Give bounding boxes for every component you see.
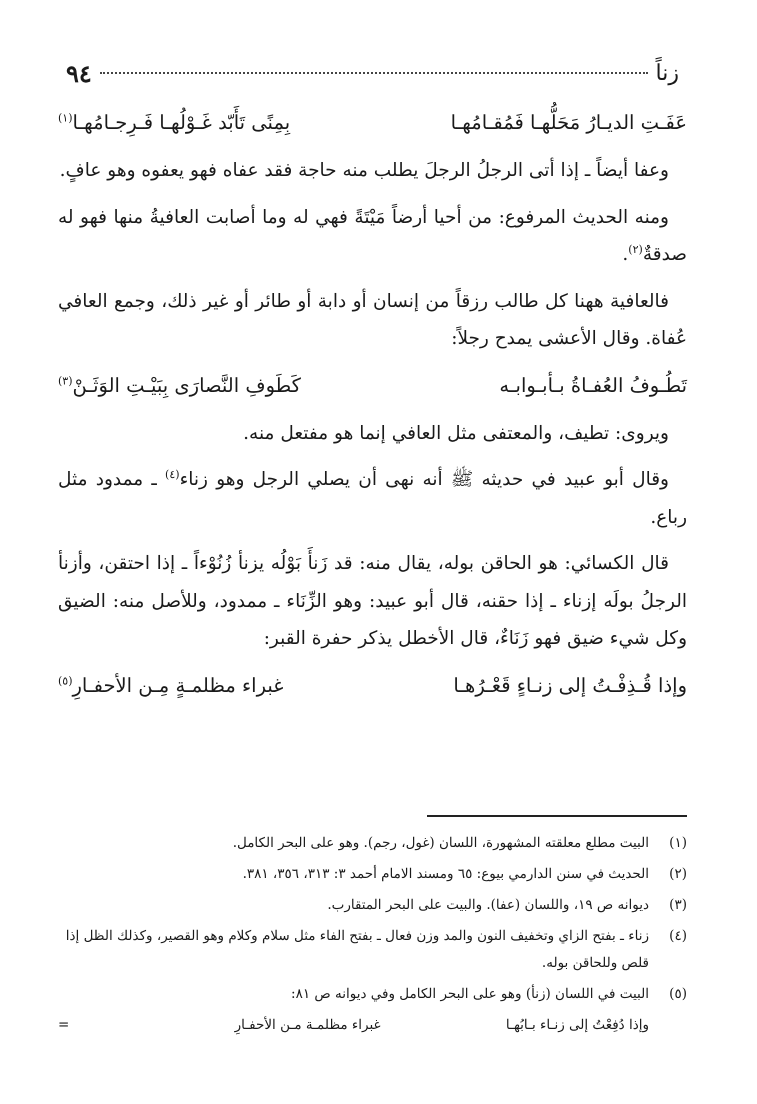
- poem-verse: [58, 104, 687, 142]
- footnotes: [58, 830, 687, 1039]
- footnote: [58, 923, 687, 977]
- footnote-marker: (٣): [58, 374, 73, 387]
- page: [58, 0, 687, 1104]
- main-text: [58, 100, 687, 715]
- verse-hemistich-first: تَطُـوفُ العُفـاةُ بـأبـوابـه: [499, 373, 687, 397]
- footnote: [58, 830, 687, 857]
- verse-hemistich-second: غبراء مظلمـةٍ مِـن الأحفـارِ$^{(٥)}$: [58, 673, 284, 697]
- paragraph: فالعافية ههنا كل طالب رزقاً من إنسان أو دابة أو طائر أو غير ذلك، وجمع العافي عُفاة. وقال الأعشى يمدح رجلاً:: [58, 290, 687, 349]
- footnote-verse: [58, 1012, 687, 1039]
- footnote-text: البيت مطلع معلقته المشهورة، اللسان (غول، رجم). وهو على البحر الكامل.: [232, 835, 649, 851]
- footnote-number: (٣): [669, 897, 687, 913]
- footnote-separator: [427, 815, 687, 817]
- verse-hemistich-first: وإذا دُفِعْتُ إلى زنـاء بـابُهـا: [505, 1017, 649, 1033]
- footnote-number: (٤): [669, 928, 687, 944]
- footnote-text: زناء ـ بفتح الزاي وتخفيف النون والمد وزن فعال ـ بفتح الفاء مثل سلام وكلام وهو القصير، وكذلك الظل إذا قلص وللحاقن بوله.: [65, 928, 649, 971]
- paragraph: وقال أبو عبيد في حديثه ﷺ أنه نهى أن يصلي الرجل وهو زناء$^{(٤)}$ ـ ممدود مثل رباع.: [58, 467, 687, 528]
- paragraph: قال الكسائي: هو الحاقن بوله، يقال منه: قد زَنأَ بَوْلُه يزنأ زُنُوْءاً ـ إذا احتقن، وأزنأ الرجلُ بولَه إزناء ـ إذا حقنه، قال أبو عبيد: وهو الزِّنَاء ـ ممدود، وللأصل منه: الضيق وكل شيء ضيق فهو زَنَاءٌ، قال الأخطل يذكر حفرة القبر:: [58, 553, 687, 649]
- verse-hemistich-first: وإذا قُـذِفْـتُ إلى زنـاءٍ قَعْـرُهـا: [453, 673, 687, 697]
- paragraph: ويروى: تطيف، والمعتفى مثل العافي إنما هو مفتعل منه.: [243, 422, 669, 444]
- running-title: زناً: [655, 60, 679, 86]
- running-header: [58, 58, 687, 88]
- footnote-marker: (٥): [58, 674, 73, 687]
- footnote: [58, 892, 687, 919]
- footnote: [58, 981, 687, 1008]
- footnote-marker: (٤): [165, 467, 180, 481]
- footnote-number: (٥): [669, 986, 687, 1002]
- paragraph: ومنه الحديث المرفوع: من أحيا أرضاً مَيْتَةً فهي له وما أصابت العافيةُ منها فهو له صدقةٌ$^{(٢)}$.: [58, 206, 687, 265]
- footnote-marker: (١): [58, 111, 73, 125]
- poem-verse: [58, 667, 687, 705]
- header-dotted-rule: [100, 72, 648, 74]
- footnote-text: البيت في اللسان (زنأ) وهو على البحر الكامل وفي ديوانه ص ٨١:: [291, 986, 649, 1002]
- verse-hemistich-second: بِمِنًى تَأَبّد غَـوْلُهـا فَـرِجـامُهـا$^{(١)}$: [58, 111, 291, 134]
- footnote-number: (٢): [669, 866, 687, 882]
- verse-hemistich-second: غبراء مظلمـة مـن الأحفـارِ: [234, 1017, 381, 1033]
- footnote-number: (١): [669, 835, 687, 851]
- continuation-mark: =: [58, 1017, 70, 1033]
- paragraph: وعفا أيضاً ـ إذا أتى الرجلُ الرجلَ يطلب منه حاجة فقد عفاه فهو يعفوه وهو عافٍ.: [59, 160, 669, 181]
- footnote-text: ديوانه ص ١٩، واللسان (عفا). والبيت على البحر المتقارب.: [327, 897, 649, 913]
- footnote-text: الحديث في سنن الدارمي بيوع: ٦٥ ومسند الامام أحمد ٣: ٣١٣، ٣٥٦، ٣٨١.: [242, 866, 649, 882]
- poem-verse: [58, 367, 687, 405]
- verse-hemistich-second: كَطَوفِ النَّصارَى بِبَيْـتِ الوَثَـنْ$^{(٣)}$: [58, 373, 301, 397]
- verse-hemistich-first: عَفَـتِ الديـارُ مَحَلُّهـا فَمُقـامُهـا: [450, 111, 687, 134]
- footnote-marker: (٢): [628, 242, 643, 256]
- page-number: ٩٤: [66, 58, 92, 88]
- footnote: [58, 861, 687, 888]
